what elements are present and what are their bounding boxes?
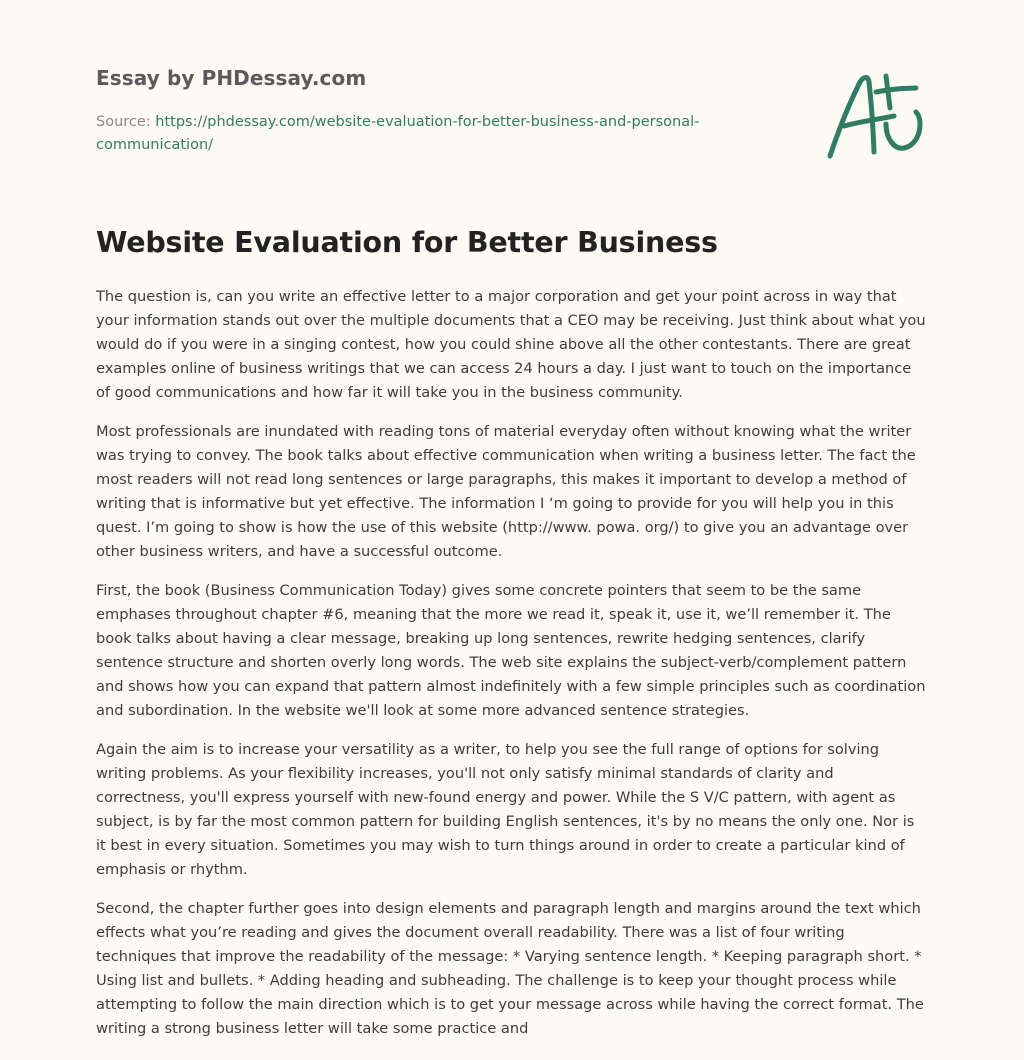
essay-paragraph: First, the book (Business Communication Today) gives some concrete pointers that seem to be the same emphases throughout chapter #6, meaning that the more we read it, speak it, use it, we’ll remember it. The book talks about having a clear message, breaking up long sentences, rewrite hedging sentences, clarify sentence structure and shorten overly long words. The web site explains the subject-verb/complement pattern and shows how you can expand that pattern almost indefinitely with a few simple principles such as coordination and subordination. In the website we'll look at some more advanced sentence strategies. bbox=[96, 582, 926, 719]
site-title: Essay by PHDessay.com bbox=[96, 66, 367, 90]
a-plus-logo-icon bbox=[824, 68, 928, 164]
source-line bbox=[96, 111, 736, 157]
essay-paragraph: Most professionals are inundated with reading tons of material everyday often without knowing what the writer was trying to convey. The book talks about effective communication when writing a business letter. The fact the most readers will not read long sentences or large paragraphs, this makes it important to develop a method of writing that is informative but yet effective. The information I ‘m going to provide for you will help you in this quest. I’m going to show is how the use of this website (http://www. powa. org/) to give you an advantage over other business writers, and have a successful outcome. bbox=[96, 423, 916, 560]
source-link[interactable]: https://phdessay.com/website-evaluation-for-better-business-and-personal-communication/ bbox=[96, 114, 700, 153]
source-label: Source: bbox=[96, 114, 156, 130]
essay-title: Website Evaluation for Better Business bbox=[96, 226, 718, 259]
essay-paragraph: Again the aim is to increase your versatility as a writer, to help you see the full range of options for solving writing problems. As your flexibility increases, you'll not only satisfy minimal standards of clarity and correctness, you'll express yourself with new-found energy and power. While the S V/C pattern, with agent as subject, is by far the most common pattern for building English sentences, it's by no means the only one. Nor is it best in every situation. Sometimes you may wish to turn things around in order to create a particular kind of emphasis or rhythm. bbox=[96, 741, 915, 878]
essay-paragraph: Second, the chapter further goes into design elements and paragraph length and margins around the text which effects what you’re reading and gives the document overall readability. There was a list of four writing techniques that improve the readability of the message: * Varying sentence length. * Keeping paragraph short. * Using list and bullets. * Adding heading and subheading. The challenge is to keep your thought process while attempting to follow the main direction which is to get your message across while having the correct format. The writing a strong business letter will take some practice and bbox=[96, 900, 924, 1037]
essay-paragraph: The question is, can you write an effective letter to a major corporation and get your point across in way that your information stands out over the multiple documents that a CEO may be receiving. Just think about what you would do if you were in a singing contest, how you could shine above all the other contestants. There are great examples online of business writings that we can access 24 hours a day. I just want to touch on the importance of good communications and how far it will take you in the business community. bbox=[96, 288, 926, 401]
essay-body bbox=[96, 285, 926, 1056]
